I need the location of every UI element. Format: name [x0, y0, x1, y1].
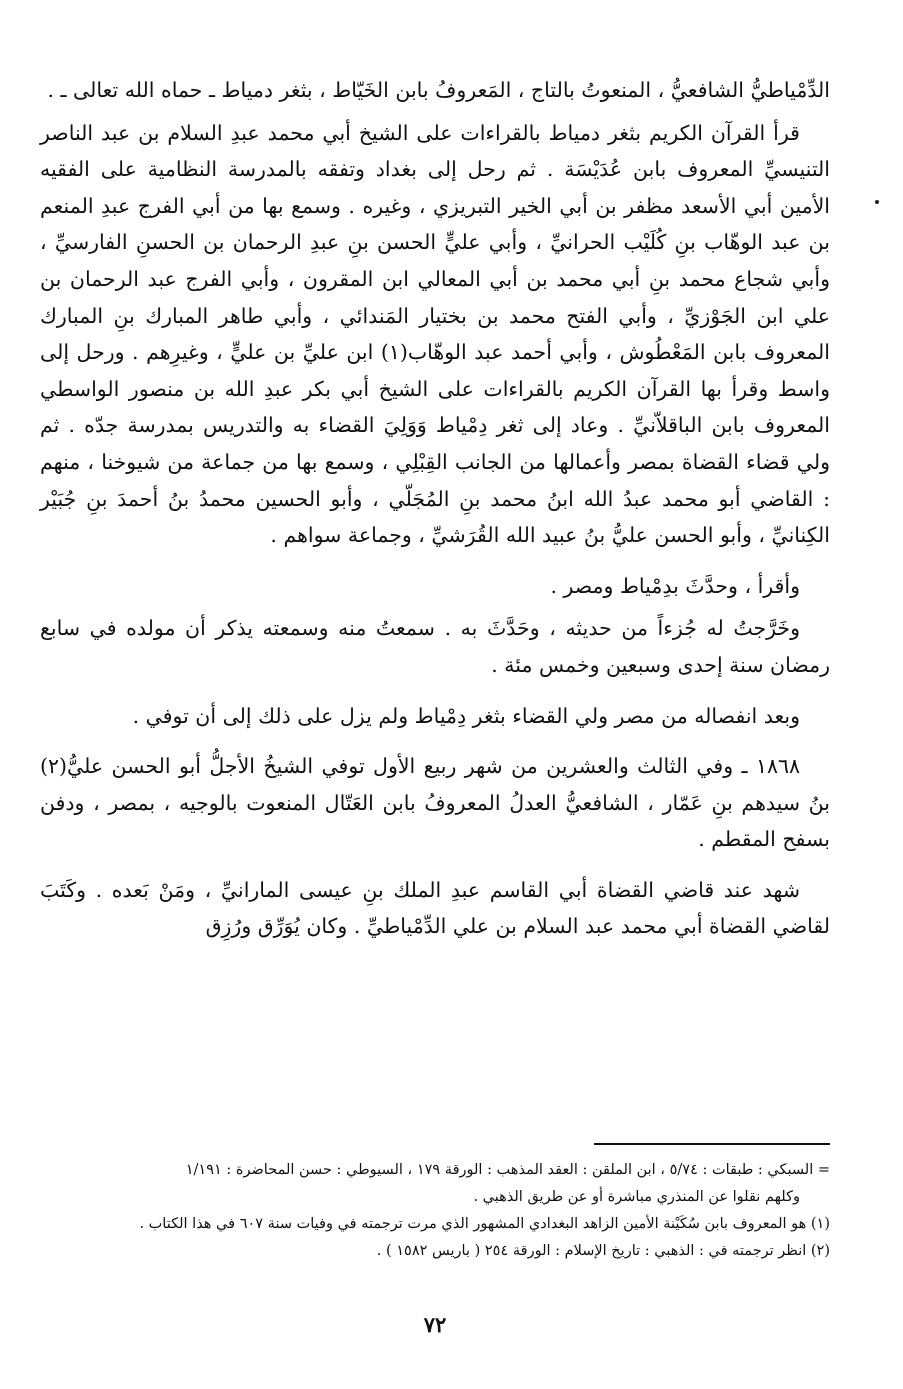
spacer: [40, 690, 830, 698]
entry-1868: ١٨٦٨ ـ وفي الثالث والعشرين من شهر ربيع الأول توفي الشيخُ الأجلُّ أبو الحسن عليُّ(٢) بنُ سيدهم بنِ عَمّار ، الشافعيُّ العدلُ المعروفُ بابن العَتّال المنعوت بالوجيه ، بمصر ، ودفن بسفح المقطم .: [40, 754, 830, 852]
footnote-2: (٢) انظر ترجمته في : الذهبي : تاريخ الإسلام : الورقة ٢٥٤ ( باريس ١٥٨٢ ) .: [376, 1243, 830, 1259]
paragraph-testimony: شهد عند قاضي القضاة أبي القاسم عبدِ الملك بنِ عيسى المارانيِّ ، ومَنْ بَعده . وكَتَبَ لقاضي القضاة أبي محمد عبد السلام بن علي الدِّمْياطيِّ . وكان يُوَرِّق ورُزِق: [40, 877, 830, 939]
paragraph-studies: قرأ القرآن الكريم بثغر دمياط بالقراءات على الشيخ أبي محمد عبدِ السلام بن عبد الناصر التنيسيِّ المعروف بابن عُدَيْسَة . ثم رحل إلى بغداد وتفقه بالمدرسة النظامية على الفقيه الأمين أبي الأسعد مظفر بن أبي الخير التبريزي ، وغيره . وسمع بها من أبي الفرج عبدِ المنعم بن عبد الوهّاب بنِ كُلَيْب الحرانيِّ ، وأبي عليٍّ الحسن بنِ عبدِ الرحمان بن الحسنِ الفارسيِّ ، وأبي شجاع محمد بنِ أبي محمد بن أبي المعالي ابن المقرون ، وأبي الفرج عبد الرحمان بن علي ابن الجَوْزيِّ ، وأبي الفتح محمد بن بختيار المَندائي ، وأبي طاهر المبارك بنِ المبارك المعروف بابن المَعْطُوش ، وأبي أحمد عبد الوهّاب(١) ابن عليِّ بن عليٍّ ، وغيرِهم . ورحل إلى واسط وقرأ بها القرآن الكريم بالقراءات على الشيخ أبي بكر عبدِ الله بن منصور الواسطي المعروف بابن الباقلاّنيِّ . وعاد إلى ثغر دِمْياط وَوَلِيَ القضاء به والتدريس بمدرسة جدّه . ثم ولي قضاء القضاة بمصر وأعمالها من الجانب القِبْلِي ، وسمع بها من جماعة من شيوخنا ، منهم : القاضي أبو محمد عبدُ الله ابنُ محمد بنِ المُجَلّي ، وأبو الحسين محمدُ بنُ أحمدَ بنِ جُبَيْر الكِنانيِّ ، وأبو الحسن عليُّ بنُ عبيد الله القُرَشيِّ ، وجماعة سواهم .: [40, 120, 830, 548]
footnotes: [40, 1158, 830, 1266]
footnote-1: (١) هو المعروف بابن سُكَيْنة الأمين الزاهد البغدادي المشهور الذي مرت ترجمته في وفيات سنة ٦٠٧ في هذا الكتاب .: [139, 1216, 830, 1232]
body-text: [40, 72, 830, 945]
footnote-continuation: = السبكي : طبقات : ٥/٧٤ ، ابن الملقن : العقد المذهب : الورقة ١٧٩ ، السيوطي : حسن المحاضرة : ١/١٩١: [185, 1162, 830, 1178]
paragraph-teaching: وأقرأ ، وحدَّثَ بدِمْياط ومصر .: [550, 573, 800, 598]
spacer: [40, 864, 830, 872]
paragraph-birth: وخَرَّجتُ له جُزءاً من حديثه ، وحَدَّثَ به . سمعتُ منه وسمعته يذكر أن مولده في سابع رمضان سنة إحدى وسبعين وخمس مئة .: [40, 616, 830, 677]
spacer: [40, 740, 830, 748]
scan-speck: [875, 200, 879, 204]
page-number: ٧٢: [423, 1312, 447, 1337]
footnote-continuation-note: وكلهم نقلوا عن المنذري مباشرة أو عن طريق الذهبي .: [473, 1189, 800, 1205]
book-page: [40, 72, 830, 1372]
spacer: [40, 560, 830, 568]
paragraph-judgeship: وبعد انفصاله من مصر ولي القضاء بثغر دِمْياط ولم يزل على ذلك إلى أن توفي .: [132, 703, 800, 728]
footnote-divider: [594, 1143, 830, 1145]
paragraph-biography-header: الدِّمْياطيُّ الشافعيُّ ، المنعوتُ بالتاج ، المَعروفُ بابن الخَيّاط ، بثغر دمياط ـ حماه الله تعالى ـ .: [47, 78, 830, 102]
